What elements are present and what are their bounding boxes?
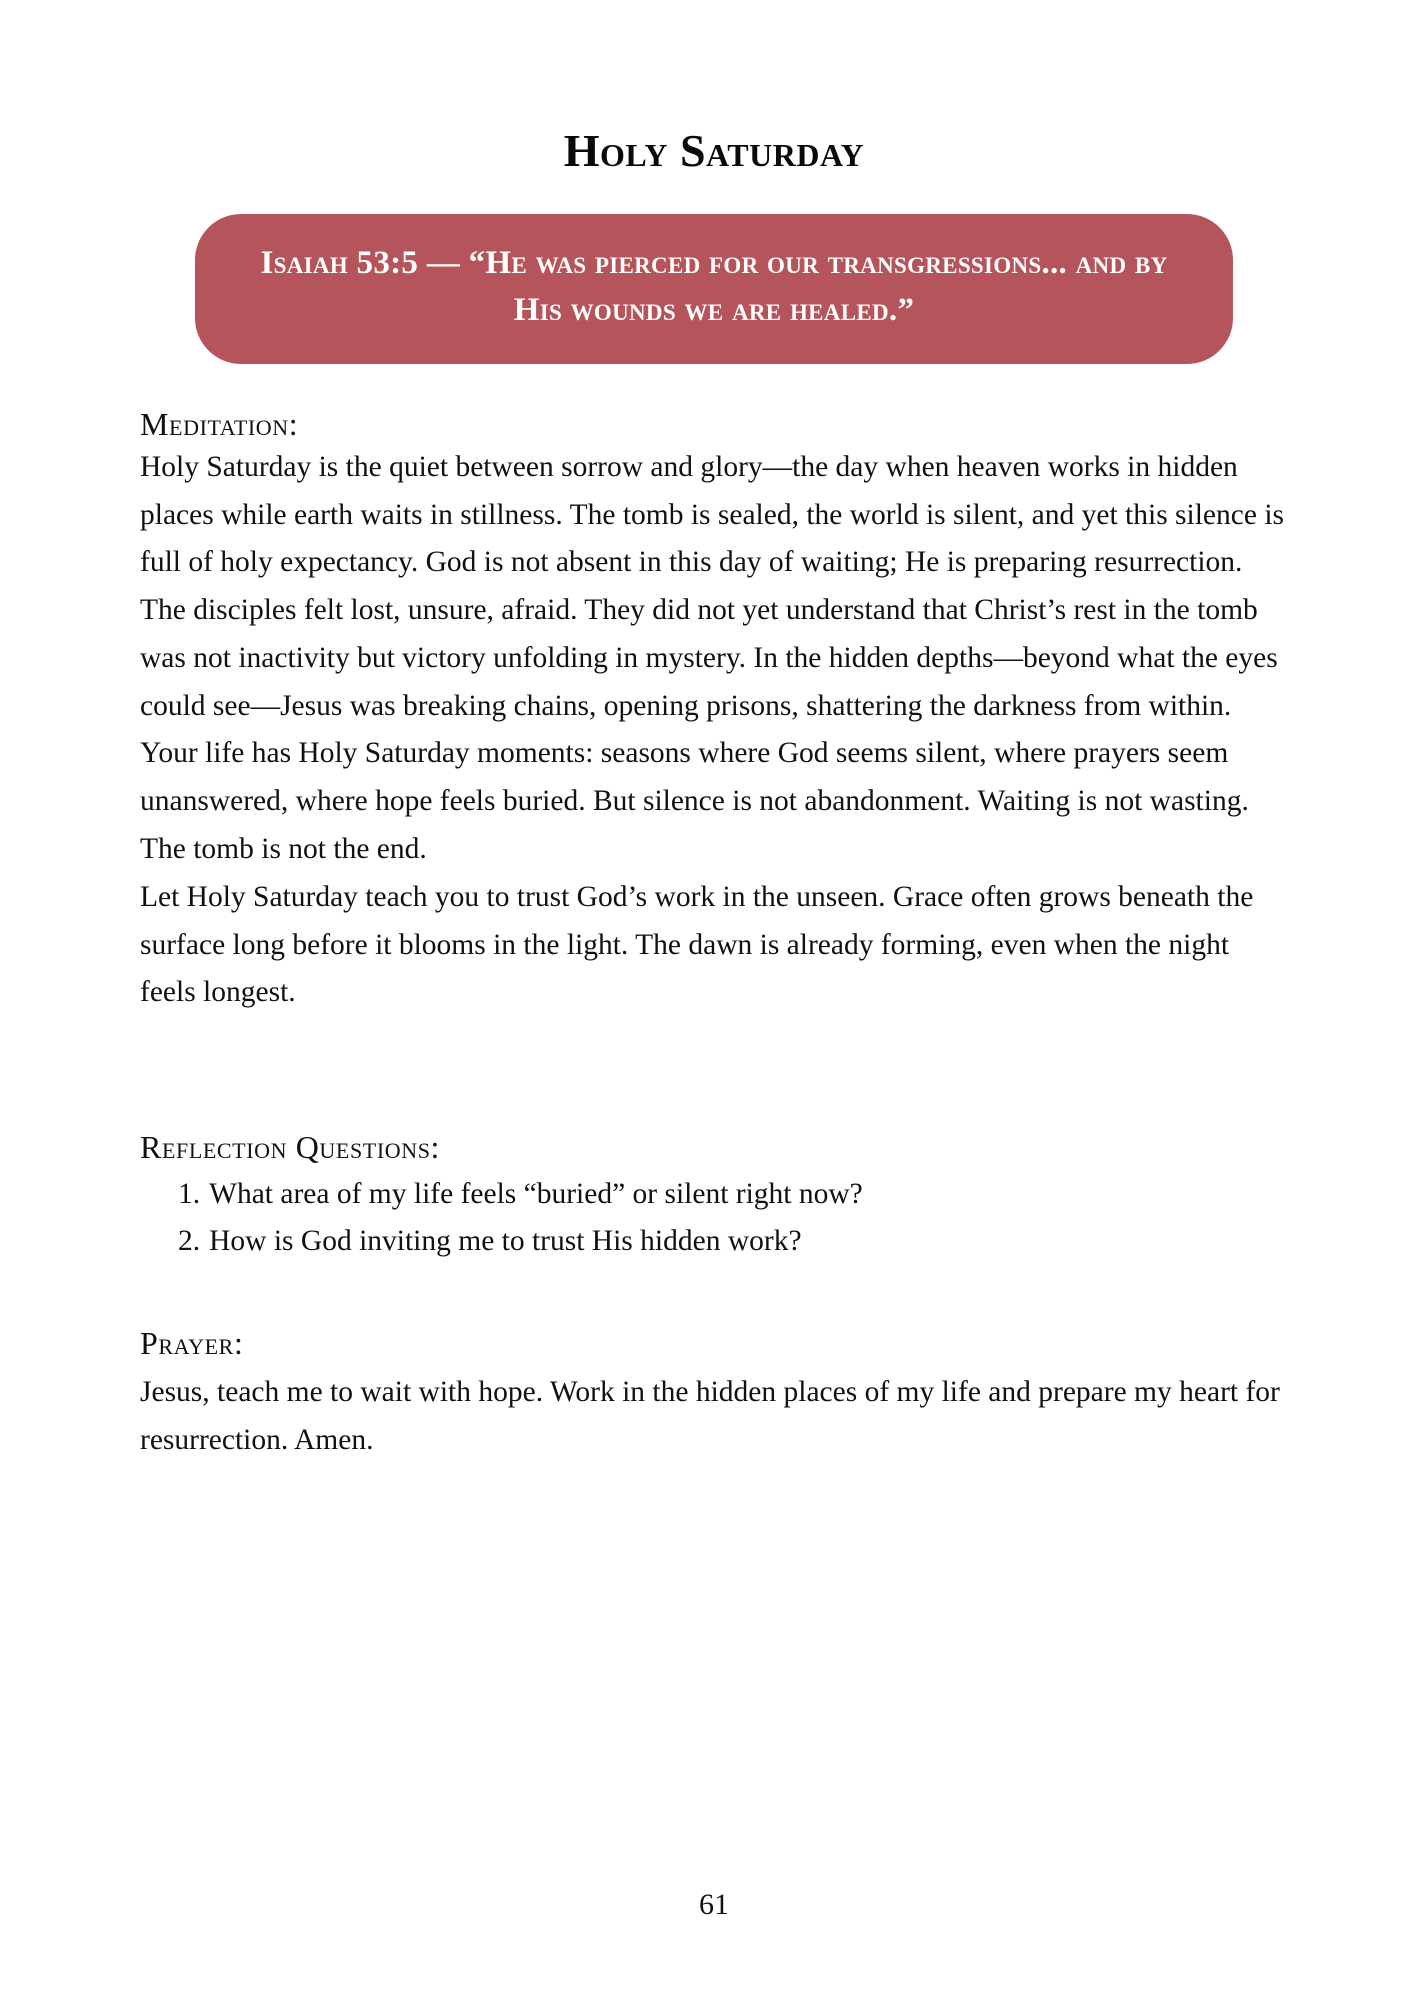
list-item <box>140 1218 1288 1265</box>
verse-banner <box>195 214 1233 364</box>
prayer-text: Jesus, teach me to wait with hope. Work in the hidden places of my life and prepare my heart for resurrection. Amen. <box>140 1376 1280 1457</box>
verse-text: Isaiah 53:5 — “He was pierced for our transgressions... and by His wounds we are healed.” <box>260 245 1168 328</box>
reflection-question-list <box>140 1171 1288 1265</box>
question-number: 1. <box>178 1178 201 1211</box>
page-title: Holy Saturday <box>563 125 865 176</box>
reflection-heading: Reflection Questions: <box>140 1129 441 1166</box>
prayer-heading: Prayer: <box>140 1325 244 1362</box>
meditation-paragraph: Let Holy Saturday teach you to trust God’s work in the unseen. Grace often grows beneath the surface long before it blooms in the light. The dawn is already forming, even when the night feels longest. <box>140 880 1254 1009</box>
page-number: 61 <box>699 1888 729 1921</box>
prayer-section <box>140 1323 1288 1465</box>
meditation-paragraph: Holy Saturday is the quiet between sorrow and glory—the day when heaven works in hidden places while earth waits in stillness. The tomb is sealed, the world is silent, and yet this silence is full of holy expectancy. God is not absent in this day of waiting; He is preparing resurrection. <box>140 450 1285 579</box>
list-item <box>140 1171 1288 1218</box>
meditation-heading: Meditation: <box>140 405 299 442</box>
question-text: How is God inviting me to trust His hidden work? <box>209 1225 802 1258</box>
meditation-section <box>140 404 1288 1017</box>
meditation-paragraph: Your life has Holy Saturday moments: seasons where God seems silent, where prayers seem unanswered, where hope feels buried. But silence is not abandonment. Waiting is not wasting. The tomb is not the end. <box>140 737 1249 865</box>
question-text: What area of my life feels “buried” or silent right now? <box>209 1178 863 1211</box>
question-number: 2. <box>178 1225 201 1258</box>
reflection-section <box>140 1127 1288 1265</box>
meditation-paragraph: The disciples felt lost, unsure, afraid. They did not yet understand that Christ’s rest in the tomb was not inactivity but victory unfolding in mystery. In the hidden depths—beyond what the eyes could see—Jesus was breaking chains, opening prisons, shattering the darkness from within. <box>140 594 1278 722</box>
